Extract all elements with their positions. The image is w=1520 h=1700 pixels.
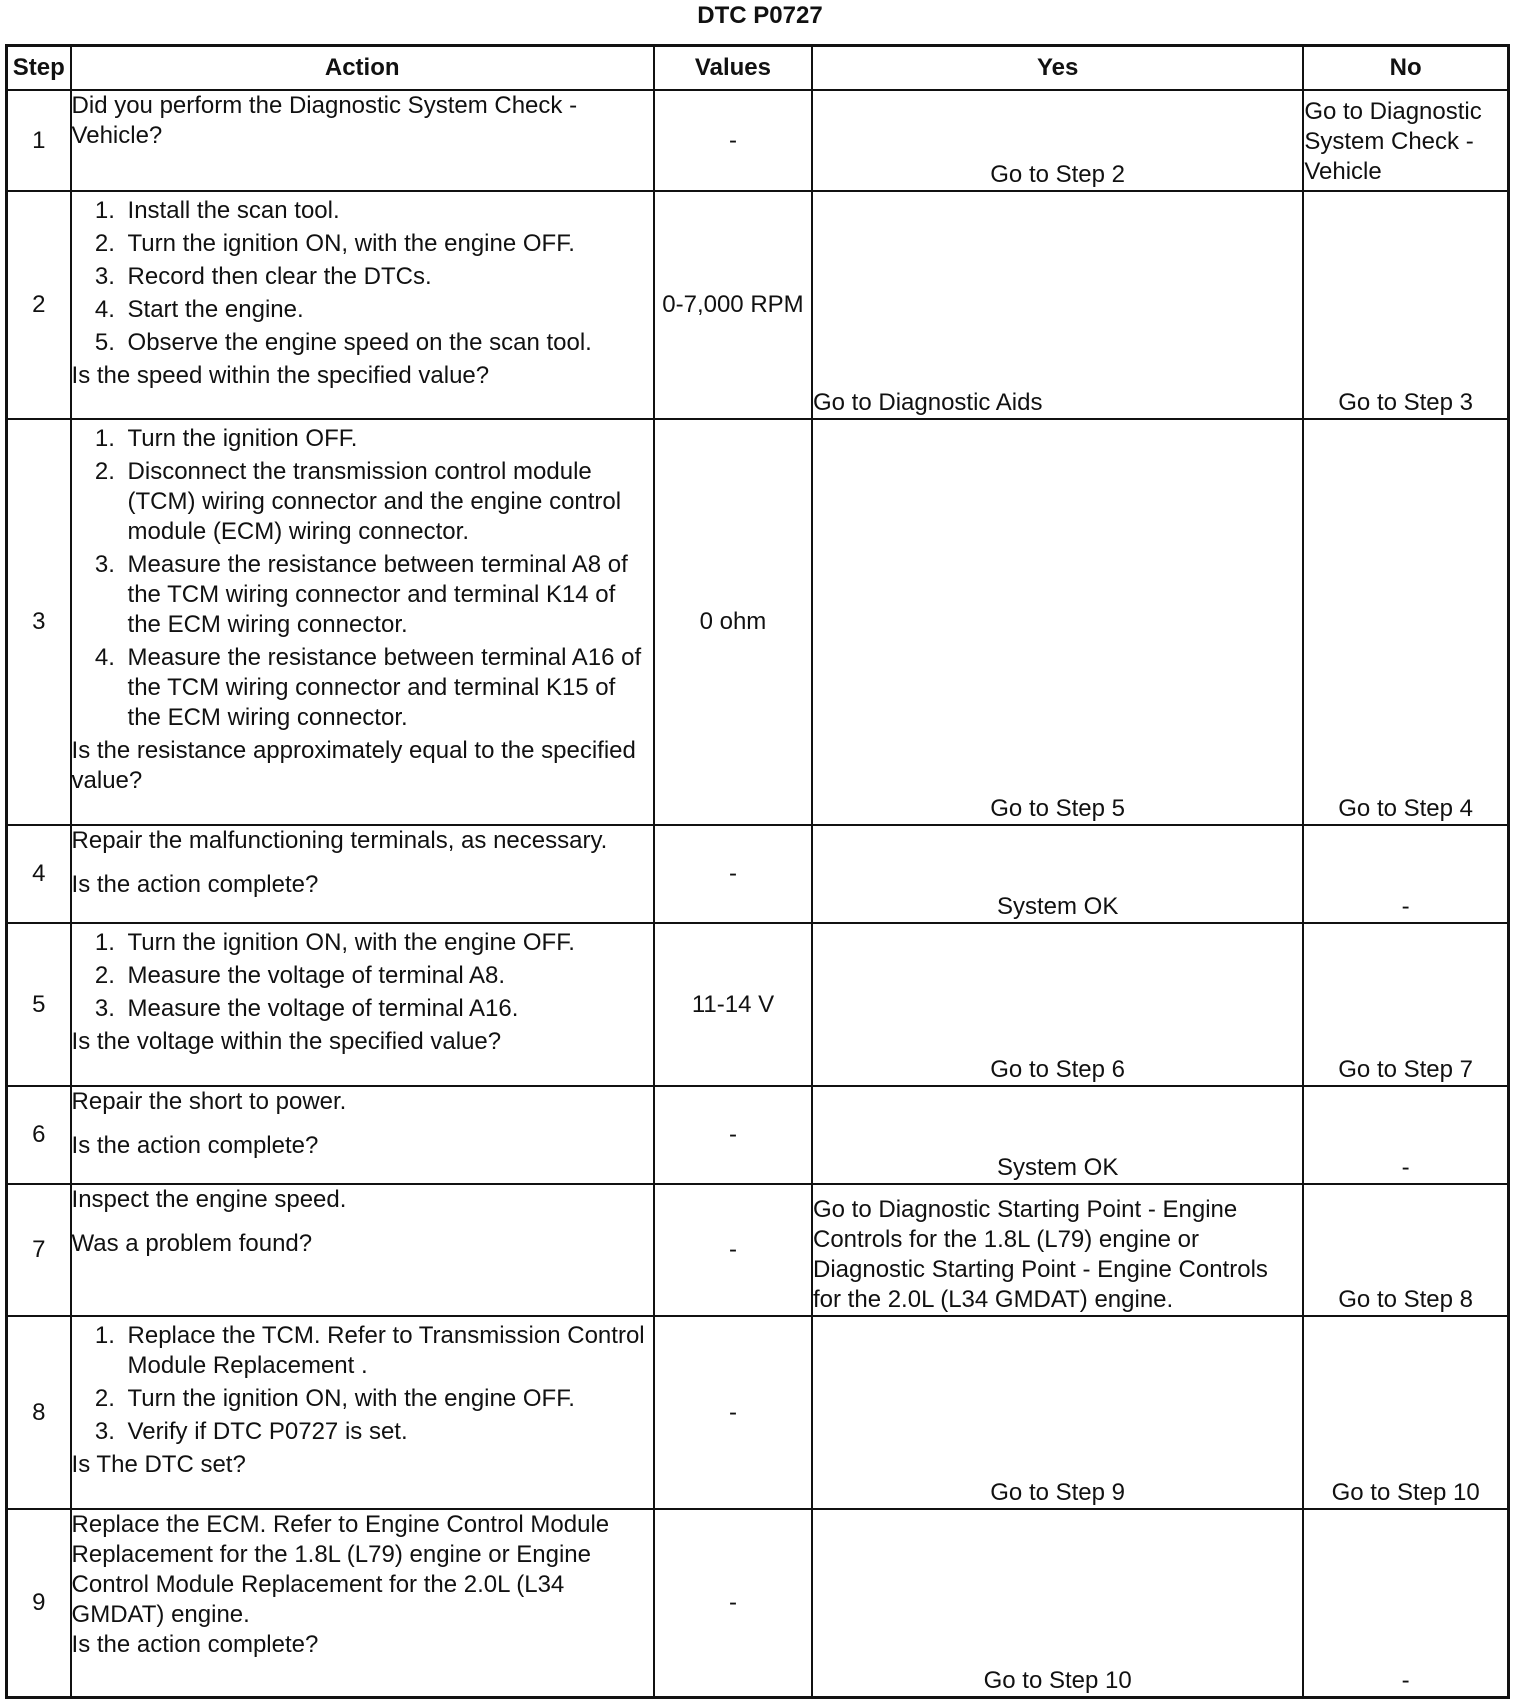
action-question: Is the resistance approximately equal to the specified value?: [71, 737, 636, 794]
no-link[interactable]: Go to Diagnostic System Check - Vehicle: [1303, 90, 1508, 191]
diagnostic-table: [5, 44, 1510, 1699]
action-item: 3. Measure the voltage of terminal A16.: [122, 994, 653, 1024]
value-cell: -: [654, 1086, 812, 1184]
no-link: -: [1303, 825, 1508, 923]
header-row: [7, 46, 1509, 91]
action-question: Was a problem found?: [71, 1230, 313, 1257]
value-cell: -: [654, 1509, 812, 1697]
header-step: Step: [7, 46, 71, 91]
action-list: [72, 196, 653, 358]
yes-link[interactable]: Go to Step 6: [812, 923, 1303, 1086]
no-link[interactable]: Go to Step 3: [1303, 191, 1508, 419]
value-cell: -: [654, 825, 812, 923]
step-number: 6: [7, 1086, 71, 1184]
action-item: 2. Turn the ignition ON, with the engine OFF.: [122, 1384, 653, 1414]
step-number: 9: [7, 1509, 71, 1697]
yes-link[interactable]: Go to Step 10: [812, 1509, 1303, 1697]
step-number: 7: [7, 1184, 71, 1316]
action-cell: [71, 1509, 654, 1697]
action-item: 1. Replace the TCM. Refer to Transmission Control Module Replacement .: [122, 1321, 653, 1381]
action-list: [72, 1321, 653, 1447]
action-cell: [71, 825, 654, 923]
action-cell: [71, 923, 654, 1086]
step-number: 2: [7, 191, 71, 419]
no-link[interactable]: Go to Step 10: [1303, 1316, 1508, 1509]
header-no: No: [1303, 46, 1508, 91]
value-cell: 0 ohm: [654, 419, 812, 825]
action-text: Replace the ECM. Refer to Engine Control Module Replacement for the 1.8L (L79) engine or Engine Control Module Replacement for the 2.0L (L34 GMDAT) engine.: [71, 1511, 610, 1628]
table-row: [7, 90, 1509, 191]
action-list: [72, 424, 653, 733]
action-text: Repair the malfunctioning terminals, as necessary.: [71, 827, 608, 854]
action-cell: [71, 1086, 654, 1184]
action-item: 2. Turn the ignition ON, with the engine OFF.: [122, 229, 653, 259]
no-link[interactable]: Go to Step 7: [1303, 923, 1508, 1086]
action-list: [72, 928, 653, 1024]
action-item: 5. Observe the engine speed on the scan tool.: [122, 328, 653, 358]
header-values: Values: [654, 46, 812, 91]
action-question: Is The DTC set?: [71, 1451, 246, 1478]
page-title: DTC P0727: [697, 2, 823, 29]
step-number: 5: [7, 923, 71, 1086]
action-item: 2. Disconnect the transmission control module (TCM) wiring connector and the engine control module (ECM) wiring connector.: [122, 457, 653, 547]
action-question: Is the action complete?: [71, 1631, 319, 1658]
no-link[interactable]: Go to Step 8: [1303, 1184, 1508, 1316]
action-item: 2. Measure the voltage of terminal A8.: [122, 961, 653, 991]
table-row: [7, 419, 1509, 825]
action-item: 1. Turn the ignition ON, with the engine OFF.: [122, 928, 653, 958]
action-cell: [71, 419, 654, 825]
step-number: 4: [7, 825, 71, 923]
action-question: Is the voltage within the specified value?: [71, 1028, 502, 1055]
no-link: -: [1303, 1086, 1508, 1184]
no-link: -: [1303, 1509, 1508, 1697]
table-row: [7, 923, 1509, 1086]
table-row: [7, 825, 1509, 923]
action-text: Repair the short to power.: [71, 1088, 347, 1115]
table-row: [7, 1086, 1509, 1184]
step-number: 8: [7, 1316, 71, 1509]
yes-link[interactable]: Go to Step 2: [812, 90, 1303, 191]
action-item: 3. Record then clear the DTCs.: [122, 262, 653, 292]
table-row: [7, 1184, 1509, 1316]
action-text: Did you perform the Diagnostic System Check - Vehicle?: [71, 92, 578, 149]
yes-link[interactable]: Go to Step 9: [812, 1316, 1303, 1509]
action-text: Inspect the engine speed.: [71, 1186, 347, 1213]
action-cell: [71, 90, 654, 191]
yes-link[interactable]: Go to Step 5: [812, 419, 1303, 825]
action-cell: [71, 191, 654, 419]
action-item: 3. Measure the resistance between terminal A8 of the TCM wiring connector and terminal K14 of the ECM wiring connector.: [122, 550, 653, 640]
action-item: 4. Measure the resistance between terminal A16 of the TCM wiring connector and terminal K15 of the ECM wiring connector.: [122, 643, 653, 733]
value-cell: -: [654, 90, 812, 191]
action-question: Is the action complete?: [71, 871, 319, 898]
value-cell: -: [654, 1184, 812, 1316]
action-item: 1. Install the scan tool.: [122, 196, 653, 226]
table-row: [7, 191, 1509, 419]
header-action: Action: [71, 46, 654, 91]
action-question: Is the action complete?: [71, 1132, 319, 1159]
action-question: Is the speed within the specified value?: [71, 362, 490, 389]
action-item: 4. Start the engine.: [122, 295, 653, 325]
value-cell: 11-14 V: [654, 923, 812, 1086]
action-item: 1. Turn the ignition OFF.: [122, 424, 653, 454]
no-link[interactable]: Go to Step 4: [1303, 419, 1508, 825]
action-cell: [71, 1316, 654, 1509]
value-cell: 0-7,000 RPM: [654, 191, 812, 419]
yes-link[interactable]: Go to Diagnostic Aids: [812, 191, 1303, 419]
table-row: [7, 1509, 1509, 1697]
yes-link[interactable]: System OK: [812, 1086, 1303, 1184]
step-number: 3: [7, 419, 71, 825]
table-row: [7, 1316, 1509, 1509]
header-yes: Yes: [812, 46, 1303, 91]
yes-link[interactable]: System OK: [812, 825, 1303, 923]
value-cell: -: [654, 1316, 812, 1509]
yes-link[interactable]: Go to Diagnostic Starting Point - Engine Controls for the 1.8L (L79) engine or Diagnostic Starting Point - Engine Controls for the 2.0L (L34 GMDAT) engine.: [812, 1184, 1303, 1316]
action-cell: [71, 1184, 654, 1316]
step-number: 1: [7, 90, 71, 191]
action-item: 3. Verify if DTC P0727 is set.: [122, 1417, 653, 1447]
